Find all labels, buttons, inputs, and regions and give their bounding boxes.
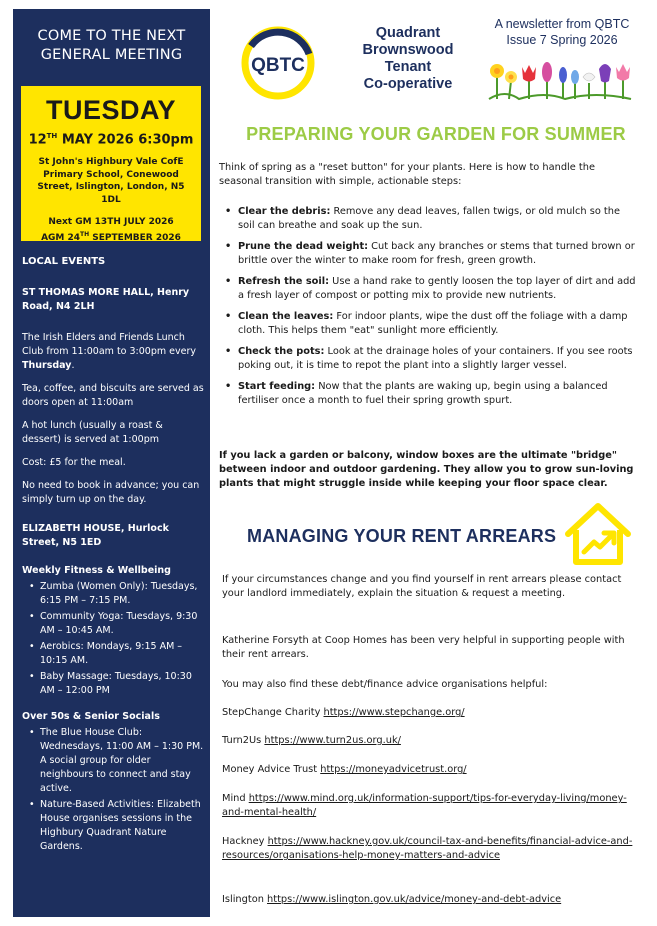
st-thomas-title: ST THOMAS MORE HALL, Henry Road, N4 2LH <box>22 287 190 312</box>
venue-line: Street, Islington, London, N5 1DL <box>37 182 185 205</box>
date-rest: MAY 2026 6:30pm <box>57 132 194 148</box>
org-mind <box>222 792 640 820</box>
step-title: Check the pots: <box>238 346 325 357</box>
step-title: Clean the leaves: <box>238 311 334 322</box>
coop-name-line: Tenant <box>384 59 432 75</box>
list-item <box>219 380 639 408</box>
coop-name-line: Brownswood <box>362 42 454 58</box>
money-advice-trust-link[interactable]: https://moneyadvicetrust.org/ <box>320 764 467 775</box>
qbtc-logo <box>237 24 320 100</box>
agm-post: SEPTEMBER 2026 <box>89 232 181 243</box>
list-item <box>219 345 639 373</box>
coop-name-line: Quadrant <box>375 25 441 41</box>
seniors-title: Over 50s & Senior Socials <box>22 711 160 722</box>
elizabeth-house-title: ELIZABETH HOUSE, Hurlock Street, N5 1ED <box>22 523 169 548</box>
garden-steps-list <box>219 205 639 415</box>
org-hackney <box>222 835 640 863</box>
garden-heading: PREPARING YOUR GARDEN FOR SUMMER <box>246 124 626 144</box>
date-day: 12 <box>28 132 47 148</box>
gm-heading-line2: GENERAL MEETING <box>40 47 183 63</box>
fitness-list <box>22 580 204 698</box>
spring-flowers-illustration <box>485 59 635 101</box>
org-turn2us <box>222 734 640 748</box>
org-name: StepChange Charity <box>222 707 324 718</box>
org-islington <box>222 893 640 907</box>
step-text: Use a hand rake to gently loosen the top layer of dirt and add a fresh layer of compost or potting mix to provide new nutrients. <box>238 276 636 301</box>
step-title: Refresh the soil: <box>238 276 330 287</box>
turn2us-link[interactable]: https://www.turn2us.org.uk/ <box>264 735 401 746</box>
newsletter-info <box>482 16 642 48</box>
tulip-icon <box>522 65 536 99</box>
logo-icon <box>237 24 320 100</box>
meeting-details-box <box>21 86 201 241</box>
st-thomas-refreshments: Tea, coffee, and biscuits are served as doors open at 11:00am <box>22 383 204 408</box>
islington-link[interactable]: https://www.islington.gov.uk/advice/money-and-debt-advice <box>267 894 562 905</box>
org-name: Mind <box>222 793 249 804</box>
step-text: Now that the plants are waking up, begin using a balanced fertiliser once a month to fuel their spring growth spurt. <box>238 381 608 406</box>
list-item: • Zumba (Women Only): Tuesdays, 6:15 PM – 7:15 PM. <box>22 580 204 608</box>
local-events <box>22 255 204 856</box>
step-title: Clear the debris: <box>238 206 331 217</box>
logo-text: QBTC <box>251 55 305 76</box>
list-item <box>219 310 639 338</box>
lunch-club-day: Thursday <box>22 360 72 371</box>
agm-pre: AGM 24 <box>41 232 81 243</box>
org-name: Islington <box>222 894 268 905</box>
meeting-day: TUESDAY <box>45 95 177 125</box>
coop-name-line: Co-operative <box>363 76 453 92</box>
garden-intro: Think of spring as a "reset button" for your plants. Here is how to handle the seasonal transition with simple, actionable steps: <box>219 162 595 187</box>
mind-link[interactable]: https://www.mind.org.uk/information-support/tips-for-everyday-living/money-and-mental-health/ <box>222 793 627 818</box>
org-name: Money Advice Trust <box>222 764 321 775</box>
muscari-icon <box>559 67 579 99</box>
org-name: Turn2Us <box>222 735 265 746</box>
step-text: Look at the drainage holes of your containers. If you see roots poking out, it is time to repot the plant into a slightly larger vessel. <box>238 346 633 371</box>
org-stepchange <box>222 706 640 720</box>
pink-tulip-icon <box>616 64 630 99</box>
rent-advice-p2: Katherine Forsyth at Coop Homes has been very helpful in supporting people with their rent arrears. <box>222 635 625 660</box>
st-thomas-cost: Cost: £5 for the meal. <box>22 457 126 468</box>
hackney-link[interactable]: https://www.hackney.gov.uk/council-tax-and-benefits/financial-advice-and-resources/organisations-help-money-matters-and-advice <box>222 836 633 861</box>
st-thomas-lunch-club <box>22 331 204 373</box>
crocus-icon <box>599 64 611 99</box>
fitness-title: Weekly Fitness & Wellbeing <box>22 565 171 576</box>
stepchange-link[interactable]: https://www.stepchange.org/ <box>323 707 465 718</box>
window-box-tip: If you lack a garden or balcony, window boxes are the ultimate "bridge" between indoor and outdoor gardening. They allow you to grow sun-loving plants that might struggle inside while keeping your floor space clear. <box>219 450 634 489</box>
meeting-date <box>21 132 201 147</box>
meeting-venue <box>21 156 201 206</box>
list-item <box>219 205 639 233</box>
lunch-club-text: The Irish Elders and Friends Lunch Club from 11:00am to 3:00pm every <box>22 332 196 357</box>
seniors-list <box>22 726 204 854</box>
next-gm: Next GM 13TH JULY 2026 <box>48 217 174 228</box>
gm-heading-line1: COME TO THE NEXT <box>37 28 186 44</box>
newsletter-from: A newsletter from QBTC <box>494 17 630 31</box>
list-item: • Community Yoga: Tuesdays, 9:30 AM – 10:45 AM. <box>22 610 204 638</box>
lunch-club-end: . <box>71 360 75 371</box>
date-suffix: TH <box>46 132 58 140</box>
general-meeting-heading <box>13 9 210 65</box>
hyacinth-icon <box>542 62 552 99</box>
rent-heading: MANAGING YOUR RENT ARREARS <box>247 526 557 546</box>
step-text: Remove any dead leaves, fallen twigs, or old mulch so the soil can breathe and soak up the sun. <box>238 206 621 231</box>
local-events-title: LOCAL EVENTS <box>22 256 106 267</box>
list-item <box>219 240 639 268</box>
sidebar <box>13 9 210 917</box>
venue-line: Primary School, Conewood <box>43 169 179 180</box>
list-item: • The Blue House Club: Wednesdays, 11:00 AM – 1:30 PM. A social group for older neighbours to connect and stay active. <box>22 726 204 796</box>
list-item: • Nature-Based Activities: Elizabeth House organises sessions in the Highbury Quadrant Nature Gardens. <box>22 798 204 854</box>
house-growth-icon <box>562 500 634 568</box>
st-thomas-hot-lunch: A hot lunch (usually a roast & dessert) is served at 1:00pm <box>22 420 163 445</box>
issue-number: Issue 7 Spring 2026 <box>506 33 618 47</box>
venue-line: St John's Highbury Vale CofE <box>38 157 184 168</box>
list-item: • Baby Massage: Tuesdays, 10:30 AM – 12:00 PM <box>22 670 204 698</box>
agm-date <box>21 229 201 245</box>
step-text: For indoor plants, wipe the dust off the foliage with a damp cloth. This helps them "eat" sunlight more efficiently. <box>238 311 628 336</box>
agm-suffix: TH <box>80 230 90 238</box>
list-item: • Aerobics: Mondays, 9:15 AM – 10:15 AM. <box>22 640 204 668</box>
upcoming-meetings <box>21 216 201 244</box>
list-item <box>219 275 639 303</box>
step-text: Cut back any branches or stems that turned brown or brittle over the winter to make room for fresh, green growth. <box>238 241 635 266</box>
step-title: Prune the dead weight: <box>238 241 369 252</box>
coop-name <box>348 25 468 93</box>
org-money-advice-trust <box>222 763 640 777</box>
rent-advice-p3: You may also find these debt/finance advice organisations helpful: <box>222 679 548 690</box>
rent-advice-p1: If your circumstances change and you find yourself in rent arrears please contact your landlord immediately, explain the situation & request a meeting. <box>222 574 622 599</box>
st-thomas-booking: No need to book in advance; you can simply turn up on the day. <box>22 480 200 505</box>
step-title: Start feeding: <box>238 381 316 392</box>
org-name: Hackney <box>222 836 268 847</box>
